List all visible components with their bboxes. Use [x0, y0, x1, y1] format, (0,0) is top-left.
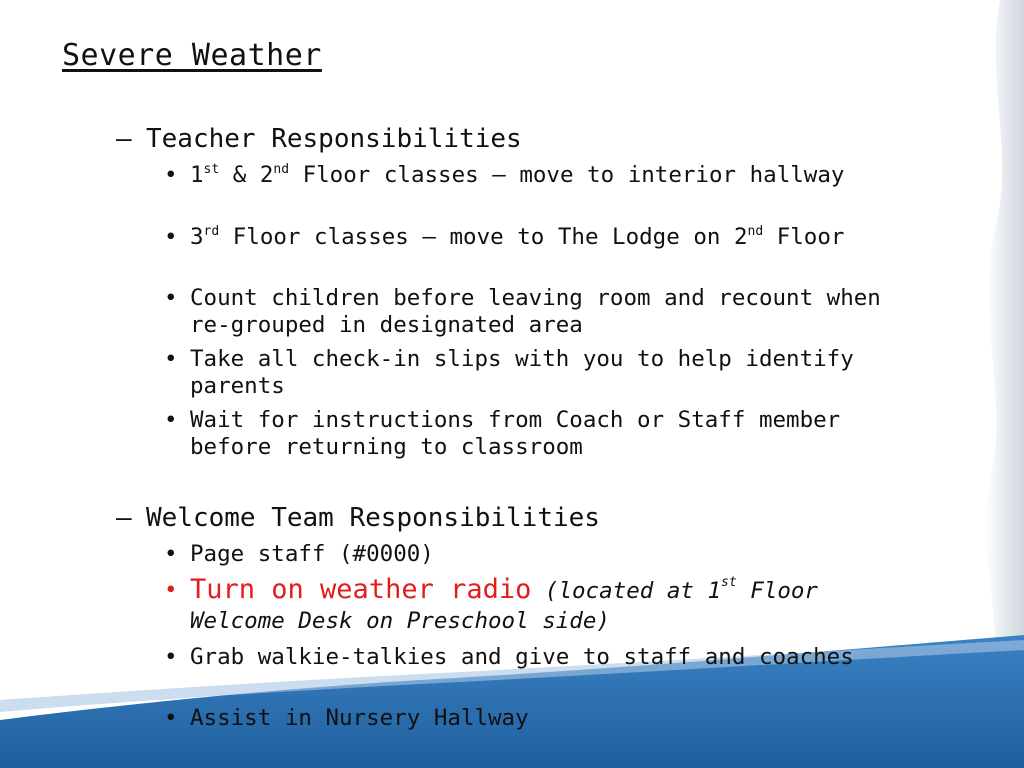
list-item [164, 224, 924, 251]
list-item-text: Assist in Nursery Hallway [190, 705, 529, 731]
bullet-marker: • [164, 577, 178, 603]
list-item-highlighted [164, 575, 924, 636]
text-part: Floor classes – move to interior hallway [289, 162, 845, 188]
bullet-marker: • [164, 285, 178, 311]
text-part: Floor [763, 224, 845, 250]
text-part: 1 [190, 162, 204, 188]
list-item [164, 644, 924, 671]
list-item [164, 162, 924, 189]
list-item [164, 407, 924, 461]
section-heading-teacher [116, 124, 522, 154]
superscript: rd [203, 224, 220, 239]
list-item-text: Grab walkie-talkies and give to staff and coaches [190, 644, 854, 670]
dash-marker: – [116, 124, 132, 154]
section-heading-label: Welcome Team Responsibilities [146, 503, 600, 533]
list-item [164, 541, 924, 568]
superscript: nd [273, 162, 290, 177]
list-item-text: Count children before leaving room and recount when re-grouped in designated area [190, 285, 881, 338]
list-item [164, 346, 924, 400]
highlight-text: Turn on weather radio [190, 574, 532, 605]
bullet-marker: • [164, 541, 178, 567]
dash-marker: – [116, 503, 132, 533]
list-item [164, 285, 924, 339]
bullet-marker: • [164, 162, 178, 188]
bullet-marker: • [164, 407, 178, 433]
slide-title: Severe Weather [62, 38, 322, 73]
text-part: 3 [190, 224, 204, 250]
text-part: (located at 1 [531, 578, 722, 604]
list-item-text: Take all check-in slips with you to help identify parents [190, 346, 854, 399]
text-part: & 2 [219, 162, 274, 188]
section-heading-welcome-team [116, 503, 600, 533]
superscript: st [721, 575, 737, 590]
list-item [164, 705, 924, 732]
text-part: Floor classes – move to The Lodge on 2 [219, 224, 748, 250]
superscript: st [203, 162, 220, 177]
bullet-marker: • [164, 705, 178, 731]
bullet-marker: • [164, 644, 178, 670]
list-item-text: Wait for instructions from Coach or Staff member before returning to classroom [190, 407, 841, 460]
superscript: nd [747, 224, 764, 239]
bullet-marker: • [164, 224, 178, 250]
list-item-text: Page staff (#0000) [190, 541, 434, 567]
bullet-marker: • [164, 346, 178, 372]
text-part: Floor Welcome Desk on Preschool side) [190, 578, 818, 634]
section-heading-label: Teacher Responsibilities [146, 124, 522, 154]
